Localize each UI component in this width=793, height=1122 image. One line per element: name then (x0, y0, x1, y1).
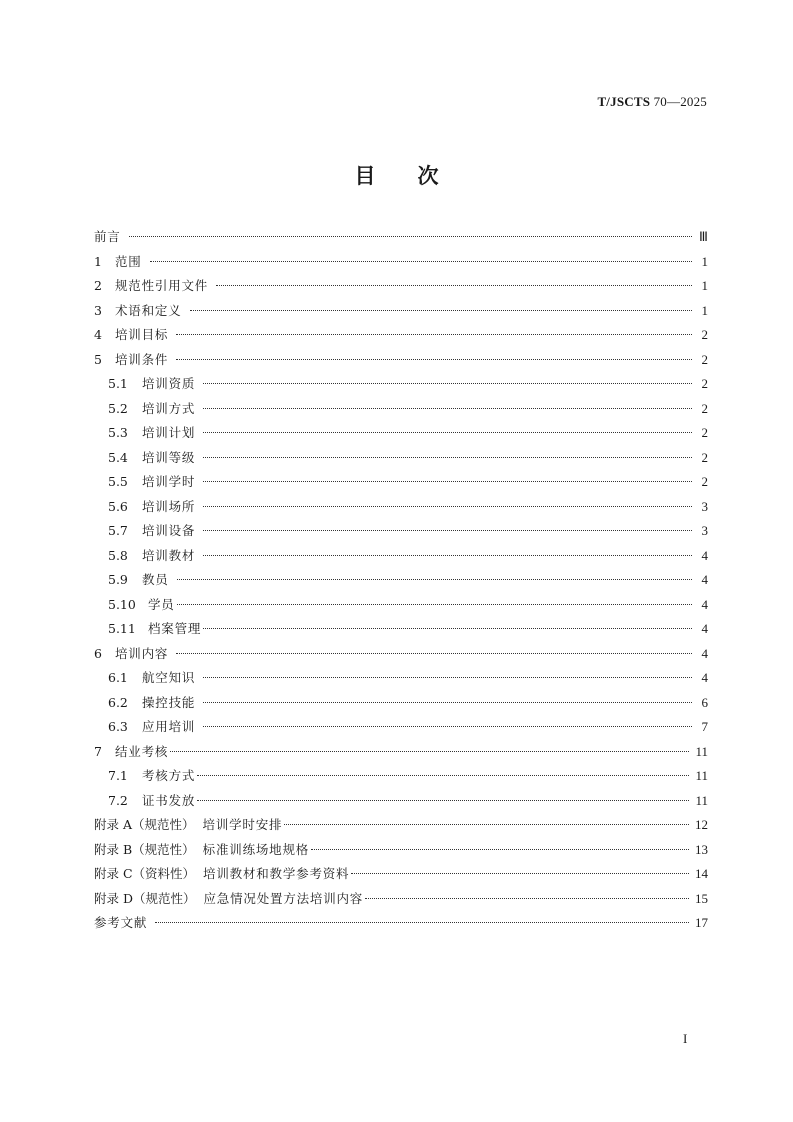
toc-entry-number: 6 (94, 645, 102, 661)
toc-entry-page: 14 (695, 866, 708, 881)
toc-leader-dots (216, 285, 692, 286)
toc-entry-title: 规范性引用文件 (115, 278, 209, 293)
table-of-contents (94, 227, 708, 938)
toc-entry-page: 4 (701, 621, 708, 636)
toc-entry-title: 培训设备 (142, 523, 196, 538)
toc-entry[interactable] (94, 791, 708, 816)
toc-entry-number: 附录 B（规范性） (94, 841, 195, 857)
toc-entry[interactable] (94, 644, 708, 669)
toc-entry-page: 1 (701, 253, 708, 269)
toc-entry[interactable] (94, 472, 708, 497)
toc-entry-number: 7 (94, 743, 102, 759)
toc-entry-title: 培训方式 (142, 400, 196, 416)
toc-entry-title: 标准训练场地规格 (202, 841, 310, 857)
toc-entry[interactable] (94, 570, 708, 595)
toc-entry-title: 学员 (148, 596, 175, 612)
toc-leader-dots (284, 824, 689, 825)
toc-entry[interactable] (94, 693, 708, 718)
toc-entry-number: 1 (94, 253, 102, 269)
toc-entry-page: 11 (695, 743, 708, 759)
toc-entry[interactable] (94, 252, 708, 277)
toc-leader-dots (197, 775, 689, 776)
toc-entry-page: 2 (701, 376, 708, 391)
toc-entry-page: 2 (701, 351, 708, 367)
toc-entry-number: 5.11 (108, 621, 136, 636)
toc-entry-number: 5.6 (108, 498, 128, 514)
toc-entry-number: 5.9 (108, 572, 128, 587)
toc-leader-dots (176, 334, 692, 335)
toc-entry[interactable] (94, 350, 708, 375)
toc-entry-page: 13 (695, 841, 708, 857)
toc-leader-dots (176, 359, 692, 360)
toc-entry-title: 结业考核 (115, 743, 169, 759)
toc-leader-dots (203, 530, 692, 531)
toc-leader-dots (190, 310, 692, 311)
toc-entry-number: 6.3 (108, 719, 128, 734)
toc-leader-dots (129, 236, 692, 237)
toc-leader-dots (203, 432, 692, 433)
standard-code (597, 94, 707, 110)
toc-entry-title: 培训教材和教学参考资料 (203, 866, 350, 881)
toc-entry[interactable] (94, 521, 708, 546)
toc-entry-number: 附录 C（资料性） (94, 866, 196, 881)
toc-leader-dots (203, 677, 692, 678)
toc-leader-dots (176, 653, 692, 654)
toc-leader-dots (203, 457, 692, 458)
toc-entry-title: 操控技能 (142, 694, 196, 710)
toc-entry[interactable] (94, 423, 708, 448)
toc-entry-number: 5.8 (108, 547, 128, 563)
toc-entry[interactable] (94, 325, 708, 350)
toc-entry-title: 航空知识 (142, 670, 196, 685)
toc-entry-number: 7.2 (108, 792, 128, 808)
toc-leader-dots (197, 800, 689, 801)
toc-entry-number: 5.7 (108, 523, 128, 538)
toc-entry[interactable] (94, 595, 708, 620)
toc-leader-dots (203, 506, 692, 507)
toc-entry[interactable] (94, 227, 708, 252)
toc-entry-page: 3 (701, 523, 708, 538)
toc-entry-title: 培训教材 (142, 547, 196, 563)
toc-entry-number: 7.1 (108, 768, 128, 783)
toc-entry-page: 1 (701, 302, 708, 318)
toc-entry-page: 12 (695, 817, 708, 832)
toc-leader-dots (203, 726, 692, 727)
toc-entry-page: 15 (695, 890, 708, 906)
toc-entry-number: 3 (94, 302, 102, 318)
toc-entry-title: 术语和定义 (115, 302, 182, 318)
toc-entry[interactable] (94, 913, 708, 938)
toc-leader-dots (170, 751, 689, 752)
toc-entry-title: 培训条件 (115, 351, 169, 367)
toc-entry-title: 范围 (115, 253, 142, 269)
toc-entry-page: 11 (695, 768, 708, 783)
toc-entry-page: 4 (701, 670, 708, 685)
standard-code-suffix: 70—2025 (650, 94, 707, 109)
toc-entry-page: 2 (701, 400, 708, 416)
toc-entry-title: 考核方式 (142, 768, 196, 783)
toc-entry-number: 5.2 (108, 400, 128, 416)
toc-entry[interactable] (94, 619, 708, 644)
toc-entry-number: 4 (94, 327, 102, 342)
toc-entry[interactable] (94, 668, 708, 693)
toc-entry-title: 培训学时安排 (202, 817, 283, 832)
toc-entry-page: 2 (701, 474, 708, 489)
toc-entry-title: 前言 (94, 229, 121, 244)
toc-leader-dots (150, 261, 692, 262)
toc-entry[interactable] (94, 742, 708, 767)
toc-entry[interactable] (94, 301, 708, 326)
toc-entry-page: 4 (701, 596, 708, 612)
toc-entry[interactable] (94, 448, 708, 473)
toc-entry-number: 2 (94, 278, 102, 293)
toc-entry-page: 1 (701, 278, 708, 293)
toc-entry[interactable] (94, 497, 708, 522)
toc-entry-title: 档案管理 (148, 621, 202, 636)
toc-entry-page: 6 (701, 694, 708, 710)
toc-entry-number: 5.5 (108, 474, 128, 489)
toc-entry-title: 应用培训 (142, 719, 196, 734)
toc-entry-number: 6.2 (108, 694, 128, 710)
toc-leader-dots (203, 555, 692, 556)
toc-entry-number: 5.10 (108, 596, 136, 612)
toc-entry[interactable] (94, 374, 708, 399)
toc-entry-title: 参考文献 (94, 915, 148, 930)
toc-entry-page: 4 (701, 572, 708, 587)
page-number: I (683, 1031, 688, 1046)
toc-entry-page: 2 (701, 327, 708, 342)
toc-entry-number: 附录 A（规范性） (94, 817, 195, 832)
toc-entry-title: 证书发放 (142, 792, 196, 808)
toc-leader-dots (177, 579, 692, 580)
toc-entry-number: 5.1 (108, 376, 128, 391)
toc-leader-dots (203, 408, 692, 409)
toc-entry[interactable] (94, 717, 708, 742)
toc-entry[interactable] (94, 399, 708, 424)
toc-entry[interactable] (94, 766, 708, 791)
toc-entry[interactable] (94, 546, 708, 571)
toc-entry[interactable] (94, 889, 708, 914)
toc-entry-page: 17 (695, 915, 708, 930)
toc-entry-title: 培训计划 (142, 425, 196, 440)
toc-entry-page: 4 (701, 547, 708, 563)
toc-leader-dots (203, 702, 692, 703)
toc-entry-title: 培训目标 (115, 327, 169, 342)
toc-entry[interactable] (94, 815, 708, 840)
toc-entry-number: 附录 D（规范性） (94, 890, 196, 906)
toc-entry-title: 培训场所 (142, 498, 196, 514)
toc-entry-title: 培训学时 (142, 474, 196, 489)
toc-entry-title: 培训等级 (142, 449, 196, 465)
toc-leader-dots (155, 922, 689, 923)
toc-entry-page: 2 (701, 425, 708, 440)
toc-entry[interactable] (94, 840, 708, 865)
toc-entry-number: 5 (94, 351, 102, 367)
toc-entry-page: 3 (701, 498, 708, 514)
toc-entry-title: 教员 (142, 572, 169, 587)
toc-entry[interactable] (94, 276, 708, 301)
toc-leader-dots (365, 898, 689, 899)
standard-code-prefix: T/JSCTS (597, 94, 651, 109)
toc-entry-page: 7 (701, 719, 708, 734)
toc-leader-dots (351, 873, 689, 874)
toc-leader-dots (203, 383, 692, 384)
toc-entry-number: 6.1 (108, 670, 128, 685)
toc-entry-page: 11 (695, 792, 708, 808)
toc-leader-dots (203, 481, 692, 482)
toc-entry[interactable] (94, 864, 708, 889)
toc-leader-dots (177, 604, 692, 605)
toc-entry-page: 2 (701, 449, 708, 465)
toc-entry-title: 培训资质 (142, 376, 196, 391)
toc-entry-page: Ⅲ (699, 229, 708, 244)
toc-entry-number: 5.3 (108, 425, 128, 440)
toc-entry-number: 5.4 (108, 449, 128, 465)
toc-leader-dots (311, 849, 689, 850)
toc-entry-title: 培训内容 (115, 645, 169, 661)
toc-leader-dots (203, 628, 692, 629)
toc-entry-page: 4 (701, 645, 708, 661)
toc-entry-title: 应急情况处置方法培训内容 (203, 890, 364, 906)
page-title: 目次 (354, 164, 481, 188)
